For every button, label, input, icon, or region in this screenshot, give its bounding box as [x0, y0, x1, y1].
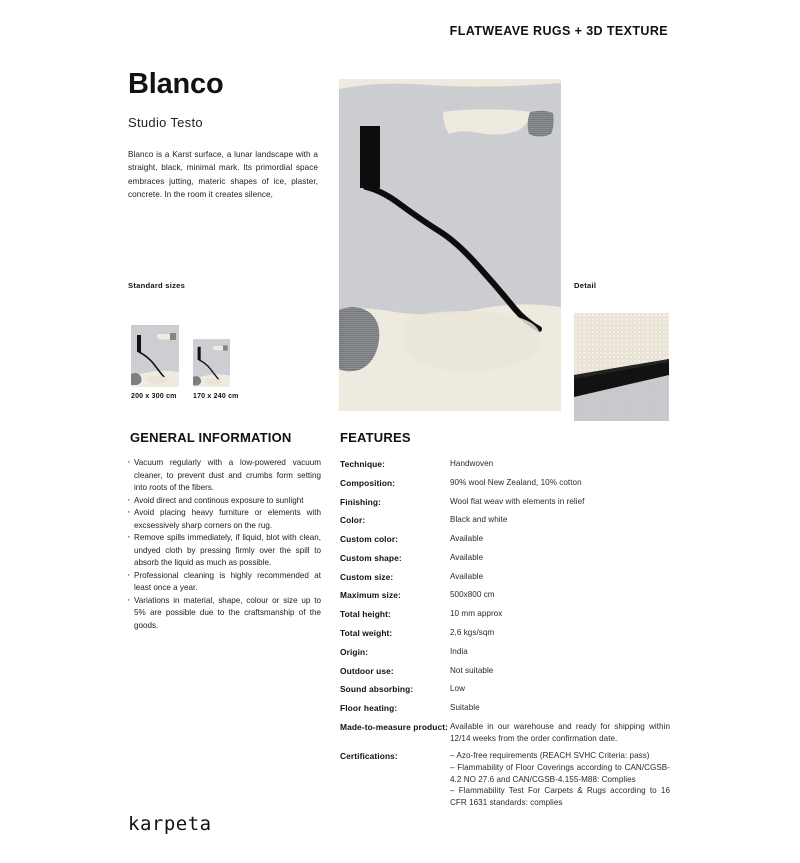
table-row: [340, 721, 670, 745]
main-product-image[interactable]: [339, 79, 561, 411]
list-item: · Avoid direct and continous exposure to sunlight: [127, 495, 321, 508]
table-row: [340, 552, 670, 564]
table-row: [340, 571, 670, 583]
list-item: · Remove spills immediately, if liquid, blot with clean, undyed cloth by pressing firmly over the spill to absorb the liquid as much as possible.: [127, 532, 321, 570]
table-row: [340, 665, 670, 677]
table-row: [340, 702, 670, 714]
rug-thumbnail-small-image: [193, 339, 239, 387]
feature-label: Sound absorbing:: [340, 684, 414, 695]
feature-label: Custom color:: [340, 534, 399, 545]
feature-label: Technique:: [340, 459, 386, 469]
designer-name: Studio Testo: [128, 115, 203, 130]
table-row-certifications: [340, 750, 670, 809]
feature-label: Outdoor use:: [340, 665, 394, 676]
feature-label: Color:: [340, 515, 366, 526]
list-item: · Vacuum regularly with a low-powered vacuum cleaner, to prevent dust and crumbs form setting into roots of the fibers.: [127, 457, 321, 495]
feature-value: India: [450, 646, 468, 656]
feature-label: Maximum size:: [340, 590, 401, 601]
feature-label: Total height:: [340, 609, 391, 620]
list-item: · Variations in material, shape, colour or size up to 5% are possible due to the craftsmanship of the goods.: [127, 595, 321, 633]
certification-line: – Flammability Test For Carpets & Rugs according to 16 CFR 1631 standards: complies: [450, 786, 670, 808]
size-thumbnail-item[interactable]: [131, 325, 179, 400]
certification-line: – Flammability of Floor Coverings according to CAN/CGSB-4.2 NO 27.6 and CAN/CGSB-4.155-M88: Complies: [450, 762, 670, 784]
table-row: [340, 683, 670, 695]
detail-block: [574, 281, 669, 421]
table-row: [340, 646, 670, 658]
table-row: [340, 627, 670, 639]
feature-value: Available: [450, 571, 484, 581]
feature-value: Not suitable: [450, 665, 494, 675]
feature-label: Certifications:: [340, 750, 398, 761]
general-information-heading: GENERAL INFORMATION: [130, 430, 292, 445]
features-heading: FEATURES: [340, 430, 411, 445]
feature-label: Composition:: [340, 477, 396, 488]
product-description: Blanco is a Karst surface, a lunar landscape with a straight, black, minimal mark. Its primordial space embraces jutting, materic shapes of ice, plaster, concrete. In the room it creates silence,: [128, 150, 318, 199]
feature-value: Available: [450, 552, 484, 562]
feature-value: Available in our warehouse and ready for shipping within 12/14 weeks from the order confirmation date.: [450, 721, 670, 743]
feature-value: Black and white: [450, 515, 508, 525]
size-thumbnail-item[interactable]: [193, 339, 239, 400]
standard-sizes-label: Standard sizes: [128, 281, 186, 290]
feature-label: Custom shape:: [340, 552, 402, 563]
feature-label: Floor heating:: [340, 703, 398, 714]
size-thumbnails: [131, 325, 239, 400]
feature-label: Finishing:: [340, 496, 382, 507]
feature-label: Custom size:: [340, 571, 394, 582]
rug-thumbnail-large-image: [131, 325, 179, 387]
feature-value: Suitable: [450, 703, 480, 713]
feature-value: 2,6 kgs/sqm: [450, 628, 495, 638]
feature-label: Total weight:: [340, 628, 393, 639]
certification-line: – Azo-free requirements (REACH SVHC Criteria: pass): [450, 750, 650, 760]
feature-value: 90% wool New Zealand, 10% cotton: [450, 477, 582, 487]
list-item: · Professional cleaning is highly recommended at least once a year.: [127, 570, 321, 595]
features-table: [340, 458, 670, 814]
feature-value: 10 mm approx: [450, 609, 503, 619]
size-thumbnail-caption: 170 x 240 cm: [193, 393, 239, 400]
table-row: [340, 496, 670, 508]
table-row: [340, 533, 670, 545]
table-row: [340, 589, 670, 601]
brand-logo[interactable]: karpeta: [128, 813, 212, 835]
feature-label: Made-to-measure product:: [340, 721, 449, 732]
product-intro: [128, 70, 318, 201]
feature-value: 500x800 cm: [450, 590, 495, 600]
table-row: [340, 477, 670, 489]
category-header: FLATWEAVE RUGS + 3D TEXTURE: [449, 24, 668, 38]
feature-value: Low: [450, 684, 465, 694]
certifications-value: [450, 750, 670, 809]
feature-value: Handwoven: [450, 459, 494, 468]
detail-label: Detail: [574, 281, 597, 290]
feature-value: Available: [450, 534, 484, 544]
general-information-list: [127, 457, 321, 632]
feature-value: Wool flat weav with elements in relief: [450, 496, 585, 506]
list-item: · Avoid placing heavy furniture or elements with excsessively sharp corners on the rug.: [127, 507, 321, 532]
table-row: [340, 608, 670, 620]
detail-texture-image[interactable]: [574, 313, 669, 421]
size-thumbnail-caption: 200 x 300 cm: [131, 393, 177, 400]
table-row: [340, 458, 670, 470]
feature-label: Origin:: [340, 646, 369, 657]
standard-sizes-label-wrap: [128, 281, 323, 290]
page-title: Blanco: [128, 68, 224, 100]
table-row: [340, 514, 670, 526]
